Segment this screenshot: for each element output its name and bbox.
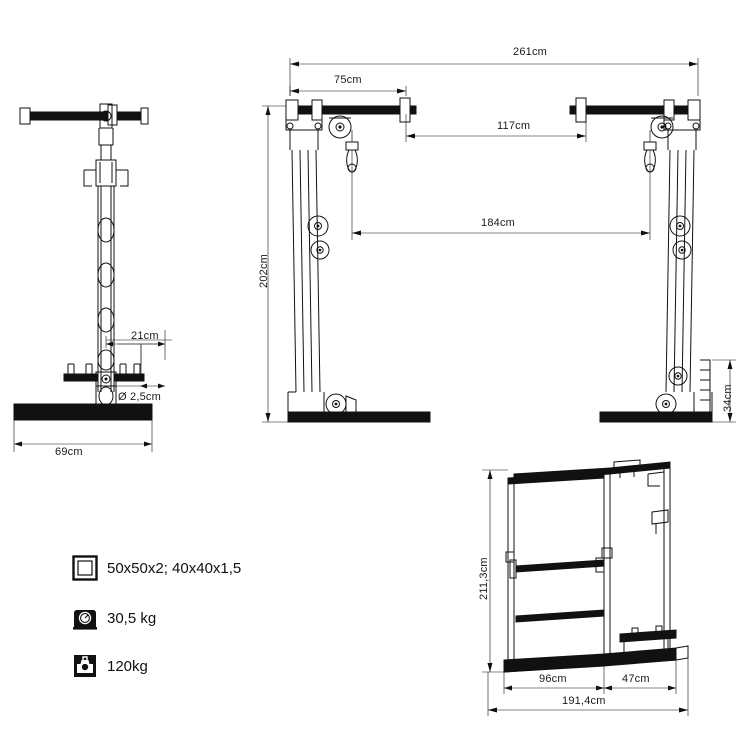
load-capacity-spec-row — [72, 653, 148, 679]
dim-191-4cm: 191,4cm — [562, 695, 606, 707]
dim-75cm: 75cm — [334, 74, 362, 86]
perspective-view-dimension-lines — [482, 470, 688, 716]
load-capacity-icon — [72, 653, 98, 679]
dim-69cm: 69cm — [55, 446, 83, 458]
dim-117cm: 117cm — [497, 120, 531, 132]
dim-21cm: 21cm — [131, 330, 159, 342]
weight-spec-row — [72, 605, 156, 631]
front-view-geometry — [286, 98, 712, 422]
dim-diameter-2-5cm: Ø 2,5cm — [118, 391, 161, 403]
dim-261cm: 261cm — [513, 46, 548, 58]
side-view-geometry — [14, 104, 152, 420]
profile-spec-row — [72, 555, 241, 581]
perspective-view-geometry — [504, 460, 688, 672]
scale-icon — [72, 605, 98, 631]
dim-202cm: 202cm — [258, 253, 270, 288]
profile-spec-label: 50x50x2; 40x40x1,5 — [107, 559, 242, 577]
dim-211-3cm: 211,3cm — [478, 557, 490, 600]
square-profile-icon — [72, 555, 98, 581]
dim-184cm: 184cm — [481, 217, 516, 229]
weight-spec-label: 30,5 kg — [107, 609, 157, 627]
dim-34cm: 34cm — [722, 384, 734, 412]
dim-47cm: 47cm — [622, 673, 650, 685]
load-capacity-spec-label: 120kg — [107, 657, 148, 675]
dim-96cm: 96cm — [539, 673, 567, 685]
